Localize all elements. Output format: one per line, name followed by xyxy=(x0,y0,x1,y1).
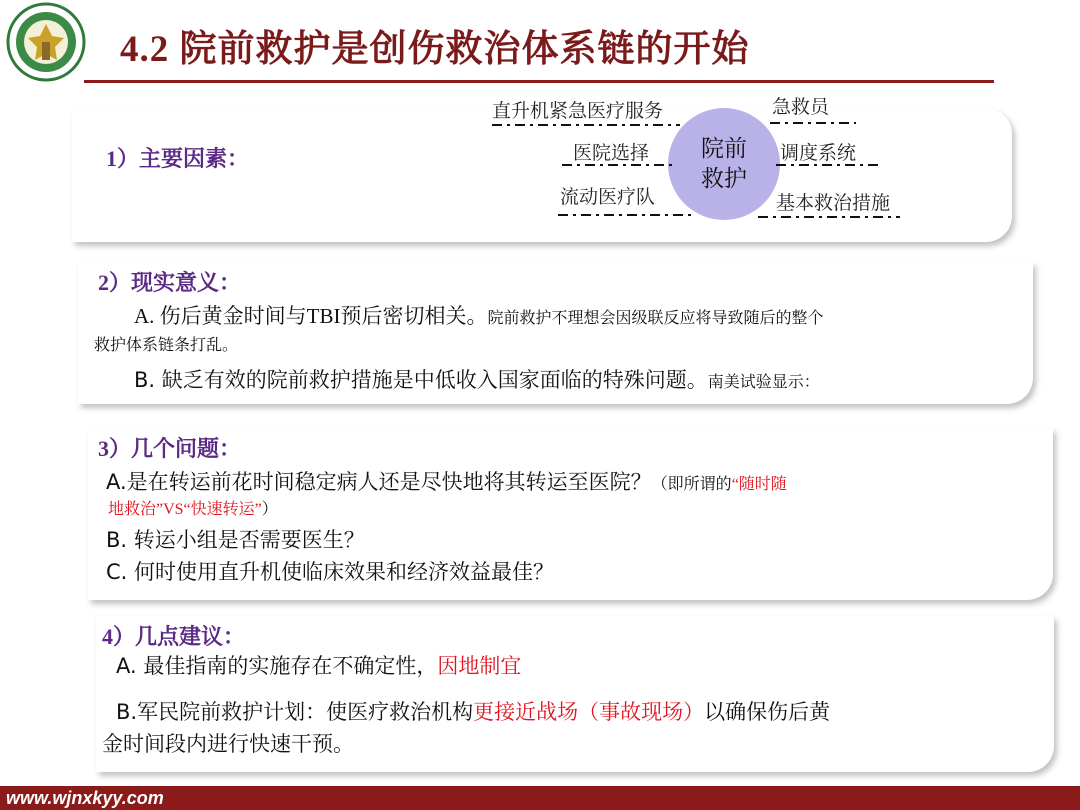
label-mobile-medical-team: 流动医疗队 xyxy=(560,187,656,208)
item-a-note: 院前救护不理想会因级联反应将导致随后的整个 xyxy=(487,308,824,327)
question-c-text: C. 何时使用直升机使临床效果和经济效益最佳？ xyxy=(106,560,555,584)
page-title: 4.2 院前救护是创伤救治体系链的开始 xyxy=(120,29,750,70)
connector-line xyxy=(770,122,856,124)
question-a-note-end: ） xyxy=(261,501,278,518)
question-b-text: B. 转运小组是否需要医生？ xyxy=(106,528,365,552)
connector-line xyxy=(562,164,674,166)
suggestion-b-text: B.军民院前救护计划：使医疗救治机构 xyxy=(116,700,474,724)
section-1-panel xyxy=(72,108,1012,242)
suggestion-b-text-line-2: 金时间段内进行快速干预。 xyxy=(102,732,354,756)
suggestion-b-text-end: 以确保伤后黄 xyxy=(704,700,831,724)
prehospital-care-circle xyxy=(668,108,780,220)
section-2-heading: 2）现实意义： xyxy=(98,270,242,295)
question-a-highlight-continued: 地救治”VS“快速转运” xyxy=(108,501,262,518)
circle-text-line-2: 救护 xyxy=(701,166,747,192)
label-emt: 急救员 xyxy=(772,97,830,118)
section-3-heading: 3）几个问题： xyxy=(98,436,242,461)
connector-line xyxy=(758,216,900,218)
item-b-main-text: B. 缺乏有效的院前救护措施是中低收入国家面临的特殊问题。 xyxy=(134,368,708,392)
item-a-main-text: A. 伤后黄金时间与TBI预后密切相关。 xyxy=(134,304,488,328)
circle-text-line-1: 院前 xyxy=(701,136,747,162)
connector-line xyxy=(558,214,694,216)
label-hospital-selection: 医院选择 xyxy=(573,143,650,164)
item-b-note: 南美试验显示： xyxy=(707,372,820,391)
question-a-note: （即所谓的 xyxy=(651,476,732,493)
section-3-item-a-continued xyxy=(108,496,278,519)
section-2-item-a xyxy=(134,300,824,330)
title-underline xyxy=(84,80,994,83)
connector-line xyxy=(492,124,680,126)
suggestion-a-highlight: 因地制宜 xyxy=(437,654,522,678)
question-a-highlight: “随时随 xyxy=(731,476,787,493)
question-a-text: A.是在转运前花时间稳定病人还是尽快地将其转运至医院？ xyxy=(106,470,652,494)
label-helicopter-ems: 直升机紧急医疗服务 xyxy=(492,101,664,122)
label-dispatch-system: 调度系统 xyxy=(780,143,857,164)
label-basic-care-measures: 基本救治措施 xyxy=(776,193,891,214)
section-3-item-a xyxy=(106,466,787,496)
item-a-note-continued: 救护体系链条打乱。 xyxy=(94,335,239,354)
suggestion-b-highlight: 更接近战场（事故现场） xyxy=(473,700,705,724)
section-4-item-b xyxy=(116,696,830,726)
section-1-heading: 1）主要因素： xyxy=(106,146,250,171)
section-2-item-b xyxy=(134,364,820,394)
suggestion-a-text: A. 最佳指南的实施存在不确定性， xyxy=(116,654,438,678)
section-4-item-a xyxy=(116,650,521,680)
footer-website: www.wjnxkyy.com xyxy=(6,788,164,808)
section-4-heading: 4）几点建议： xyxy=(102,624,246,649)
connector-line xyxy=(776,164,880,166)
hospital-logo xyxy=(6,2,86,82)
